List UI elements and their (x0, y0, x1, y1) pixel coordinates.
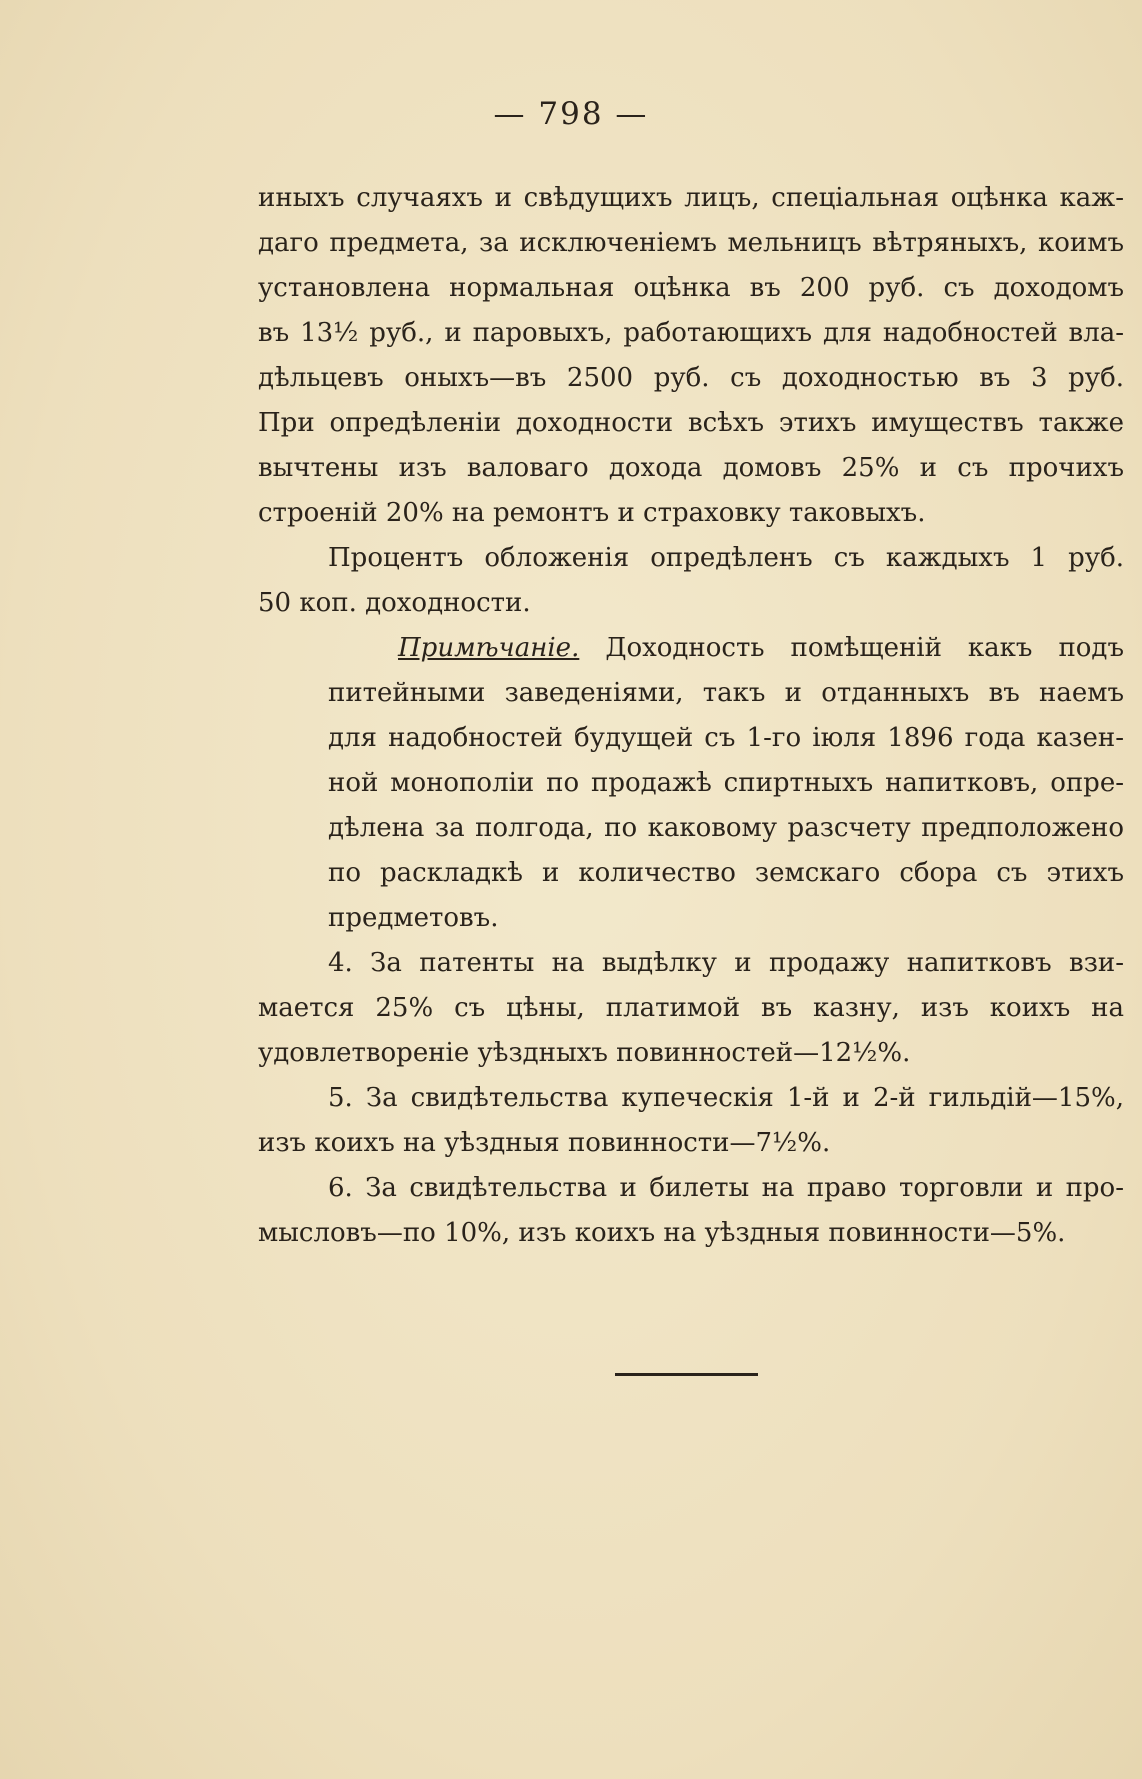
text-line: питейными заведеніями, такъ и отданныхъ въ наемъ (328, 678, 1124, 708)
text-line: предметовъ. (328, 903, 499, 933)
note-block (258, 626, 1124, 941)
text-line: 5. За свидѣтельства купеческія 1-й и 2-й гильдій—15%, (328, 1083, 1124, 1113)
text-line: даго предмета, за исключеніемъ мельницъ вѣтряныхъ, коимъ (258, 228, 1124, 258)
paragraph (258, 536, 1124, 626)
note-text: Доходность помѣщеній какъ подъ (579, 633, 1124, 663)
text-line: строеній 20% на ремонтъ и страховку таковыхъ. (258, 498, 926, 528)
list-item (258, 1076, 1124, 1166)
text-line: дѣлена за полгода, по каковому разсчету предположено (328, 813, 1124, 843)
main-text (258, 176, 1124, 1256)
text-line: удовлетвореніе уѣздныхъ повинностей—12½%. (258, 1038, 911, 1068)
list-item (258, 941, 1124, 1076)
text-line: При опредѣленіи доходности всѣхъ этихъ имуществъ также (258, 408, 1124, 438)
section-divider (615, 1373, 758, 1376)
text-line: мается 25% съ цѣны, платимой въ казну, изъ коихъ на (258, 993, 1124, 1023)
text-line: Процентъ обложенія опредѣленъ съ каждыхъ 1 руб. (328, 543, 1124, 573)
note-label: Примѣчаніе. (398, 633, 580, 663)
text-line: дѣльцевъ оныхъ—въ 2500 руб. съ доходностью въ 3 руб. (258, 363, 1124, 393)
text-line: для надобностей будущей съ 1-го іюля 1896 года казен- (328, 723, 1124, 753)
text-line: 50 коп. доходности. (258, 588, 531, 618)
text-line: 4. За патенты на выдѣлку и продажу напитковъ взи- (328, 948, 1124, 978)
text-line: въ 13½ руб., и паровыхъ, работающихъ для надобностей вла- (258, 318, 1124, 348)
list-item (258, 1166, 1124, 1256)
text-line (258, 626, 1124, 671)
text-line: вычтены изъ валоваго дохода домовъ 25% и съ прочихъ (258, 453, 1124, 483)
text-line: установлена нормальная оцѣнка въ 200 руб. съ доходомъ (258, 273, 1124, 303)
text-line: мысловъ—по 10%, изъ коихъ на уѣздныя повинности—5%. (258, 1218, 1066, 1248)
text-line: ной монополіи по продажѣ спиртныхъ напитковъ, опре- (328, 768, 1124, 798)
page-number: — 798 — (493, 96, 649, 132)
paragraph (258, 176, 1124, 536)
text-line: 6. За свидѣтельства и билеты на право торговли и про- (328, 1173, 1124, 1203)
text-line: иныхъ случаяхъ и свѣдущихъ лицъ, спеціальная оцѣнка каж- (258, 183, 1124, 213)
text-line: изъ коихъ на уѣздныя повинности—7½%. (258, 1128, 831, 1158)
text-line: по раскладкѣ и количество земскаго сбора съ этихъ (328, 858, 1124, 888)
